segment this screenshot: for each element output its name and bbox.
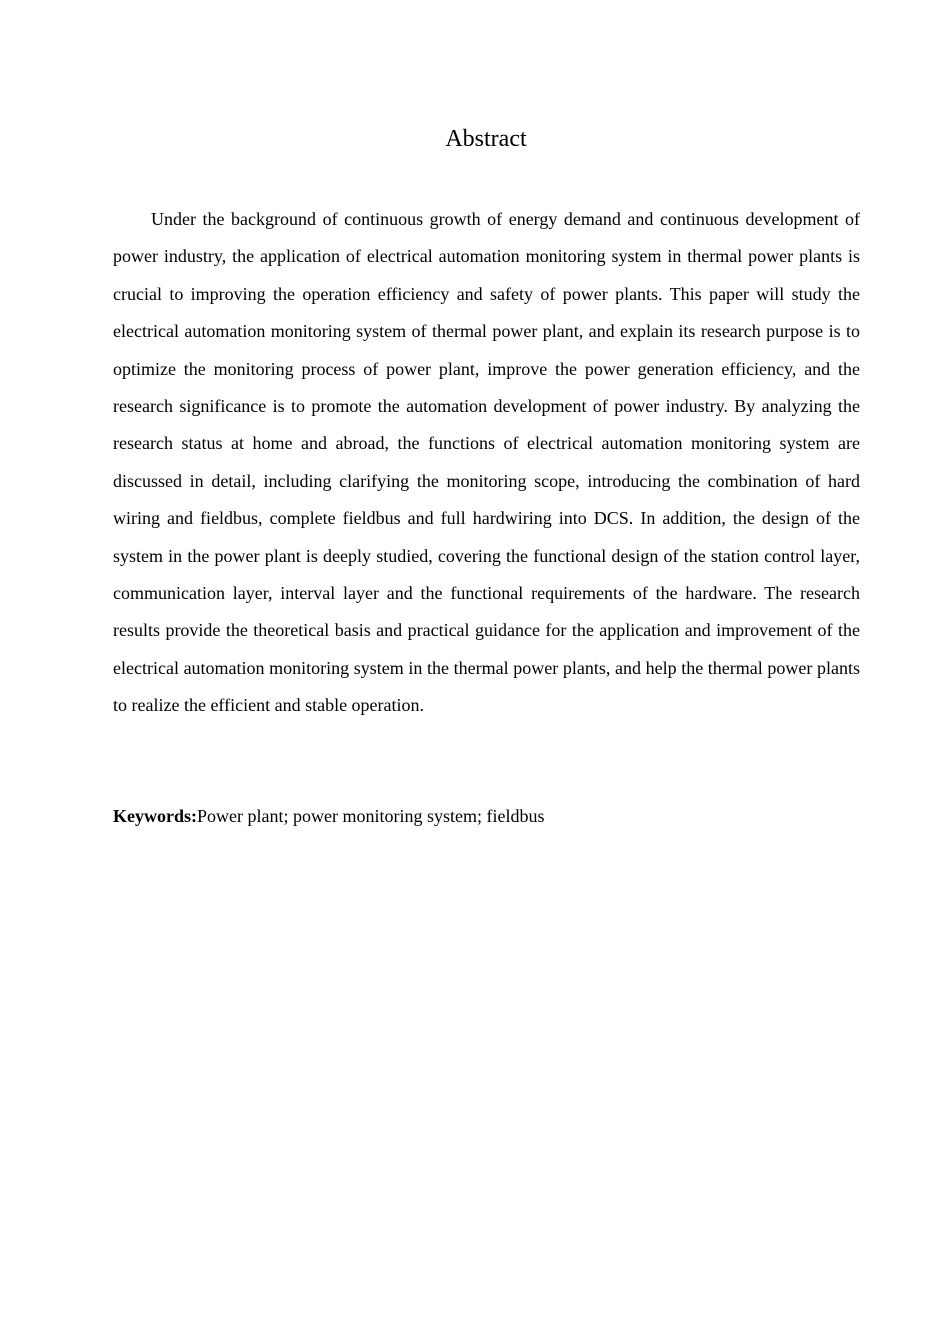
keywords-label: Keywords:: [113, 806, 197, 826]
abstract-title: Abstract: [445, 126, 527, 152]
keywords-line: [113, 801, 860, 831]
abstract-body: Under the background of continuous growth of energy demand and continuous development of power industry, the application of electrical automation monitoring system in thermal power plants is crucial to improving the operation efficiency and safety of power plants. This paper will study the electrical automation monitoring system of thermal power plant, and explain its research purpose is to optimize the monitoring process of power plant, improve the power generation efficiency, and the research significance is to promote the automation development of power industry. By analyzing the research status at home and abroad, the functions of electrical automation monitoring system are discussed in detail, including clarifying the monitoring scope, introducing the combination of hard wiring and fieldbus, complete fieldbus and full hardwiring into DCS. In addition, the design of the system in the power plant is deeply studied, covering the functional design of the station control layer, communication layer, interval layer and the functional requirements of the hardware. The research results provide the theoretical basis and practical guidance for the application and improvement of the electrical automation monitoring system in the thermal power plants, and help the thermal power plants to realize the efficient and stable operation.: [113, 209, 860, 716]
keywords-value: Power plant; power monitoring system; fieldbus: [197, 806, 545, 826]
